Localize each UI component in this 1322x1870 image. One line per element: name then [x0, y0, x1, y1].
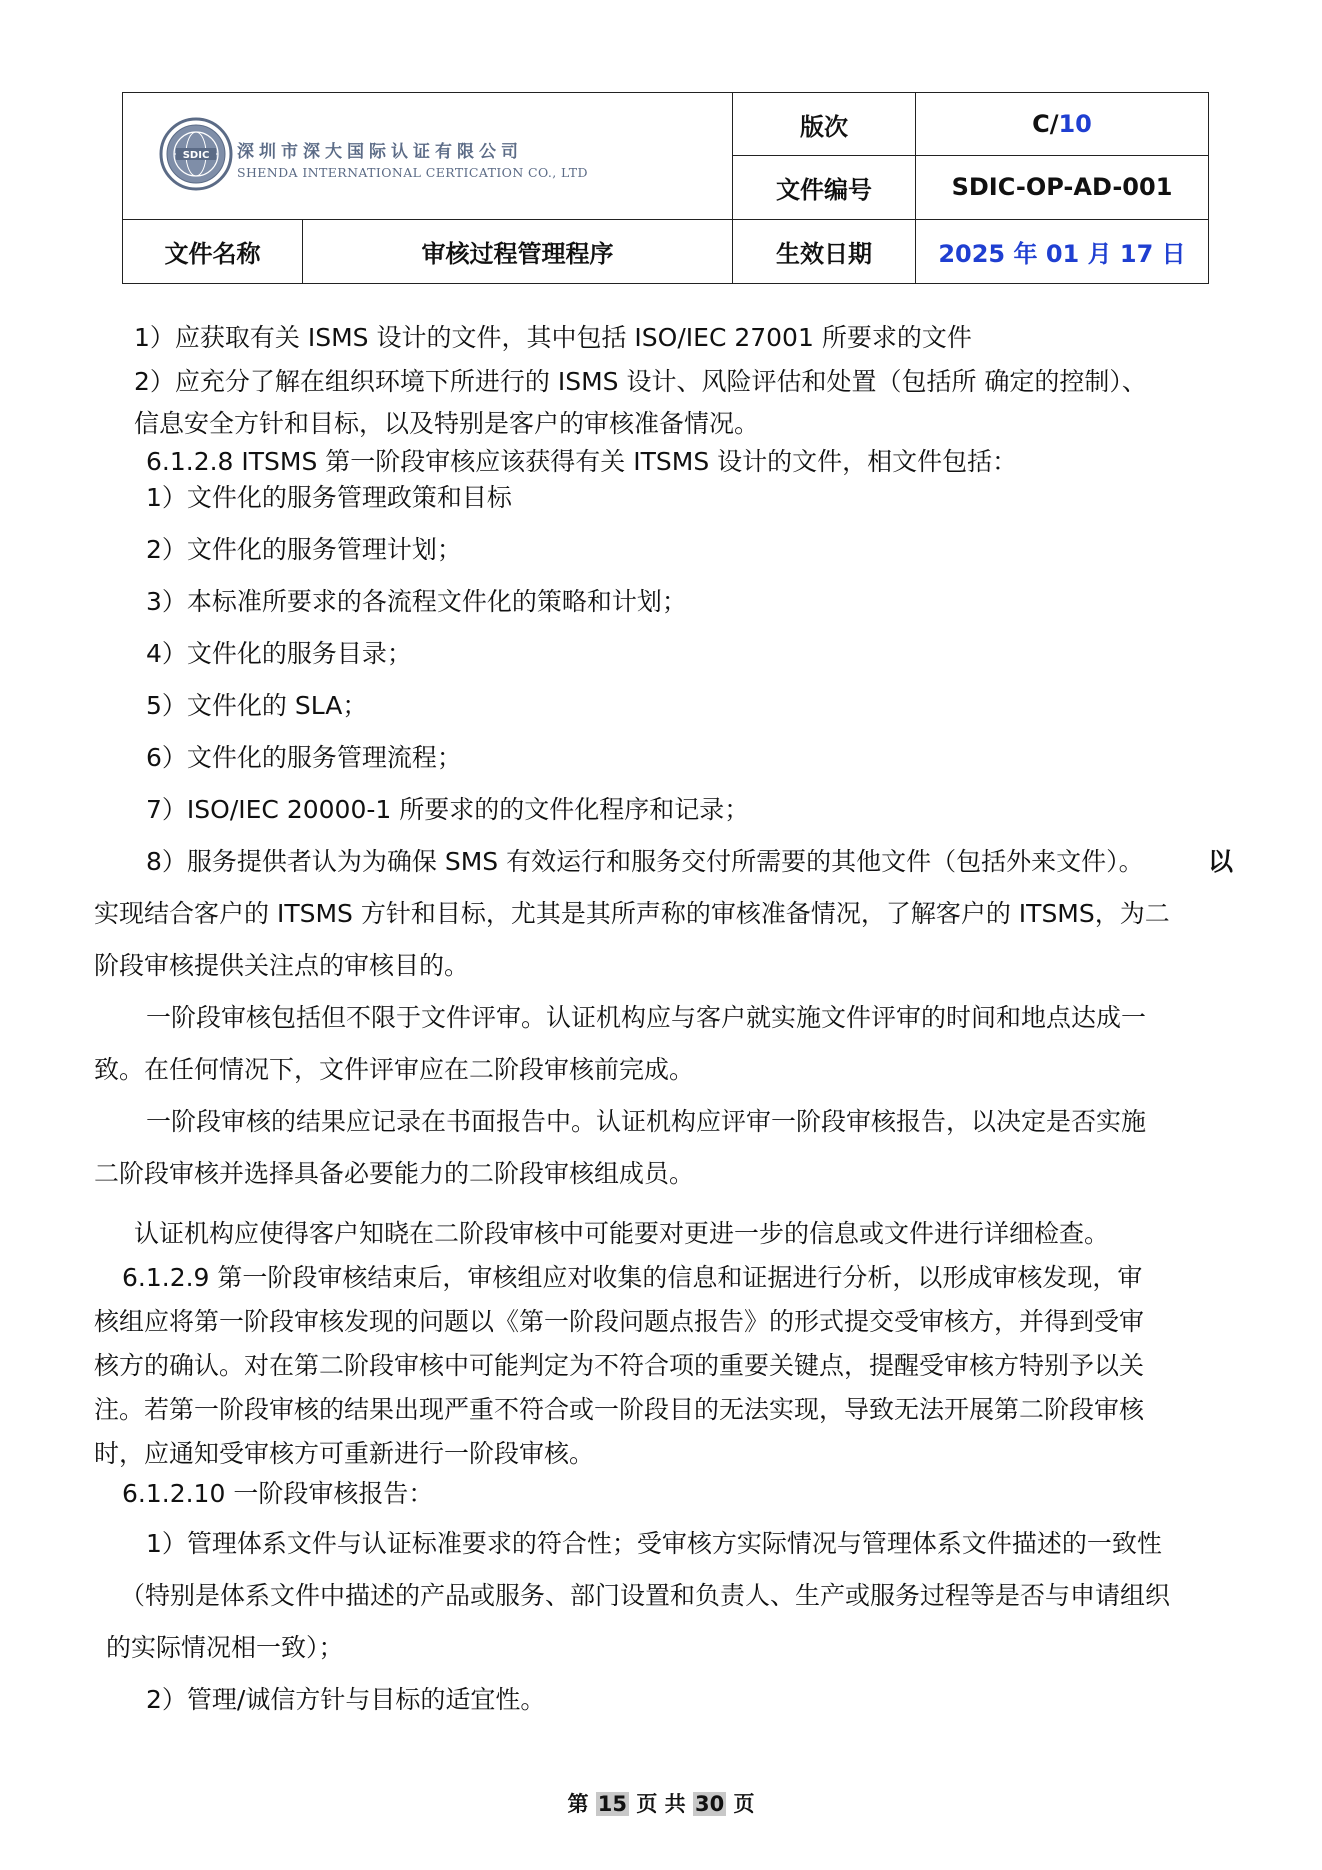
- body-line: 8）服务提供者认为为确保 SMS 有效运行和服务交付所需要的其他文件（包括外来文件）。: [146, 847, 1144, 876]
- body-line: 6.1.2.9 第一阶段审核结束后，审核组应对收集的信息和证据进行分析，以形成审核发现，审: [122, 1263, 1143, 1292]
- body-line: 认证机构应使得客户知晓在二阶段审核中可能要对更进一步的信息或文件进行详细检查。: [134, 1219, 1110, 1248]
- body-line: 一阶段审核包括但不限于文件评审。认证机构应与客户就实施文件评审的时间和地点达成一: [146, 1003, 1147, 1032]
- body-line: 一阶段审核的结果应记录在书面报告中。认证机构应评审一阶段审核报告，以决定是否实施: [146, 1107, 1147, 1136]
- body-line: 6）文件化的服务管理流程；: [146, 743, 462, 772]
- body-line: 实现结合客户的 ITSMS 方针和目标，尤其是其所声称的审核准备情况，了解客户的 ITSMS，为二: [94, 899, 1170, 928]
- body-line: 注。若第一阶段审核的结果出现严重不符合或一阶段目的无法实现，导致无法开展第二阶段审核: [94, 1395, 1145, 1424]
- body-line: 5）文件化的 SLA；: [146, 691, 368, 720]
- docno-label: 文件编号: [733, 156, 916, 219]
- date-label: 生效日期: [733, 219, 916, 283]
- version-label: 版次: [733, 93, 916, 156]
- body-line: 致。在任何情况下，文件评审应在二阶段审核前完成。: [94, 1055, 695, 1084]
- body-line: 6.1.2.8 ITSMS 第一阶段审核应该获得有关 ITSMS 设计的文件，相文件包括：: [146, 447, 1018, 476]
- body-line: （特别是体系文件中描述的产品或服务、部门设置和负责人、生产或服务过程等是否与申请组织: [120, 1581, 1171, 1610]
- body-line: 3）本标准所要求的各流程文件化的策略和计划；: [146, 587, 687, 616]
- body-line: 以: [1208, 847, 1234, 876]
- body-line: 2）应充分了解在组织环境下所进行的 ISMS 设计、风险评估和处置（包括所 确定的控制）、: [134, 367, 1147, 396]
- body-line: 1）文件化的服务管理政策和目标: [146, 483, 512, 512]
- total-pages: 30: [694, 1792, 725, 1816]
- body-line: 4）文件化的服务目录；: [146, 639, 412, 668]
- version-value: C/10: [916, 93, 1209, 156]
- name-value: 审核过程管理程序: [303, 219, 733, 283]
- company-name-cn: 深圳市深大国际认证有限公司: [237, 142, 523, 162]
- date-value: 2025 年 01 月 17 日: [916, 219, 1209, 283]
- docno-value: SDIC-OP-AD-001: [916, 156, 1209, 219]
- company-name-en: SHENDA INTERNATIONAL CERTICATION CO., LTD: [237, 165, 588, 180]
- body-line: 信息安全方针和目标，以及特别是客户的审核准备情况。: [134, 409, 760, 438]
- company-logo-icon: [159, 117, 233, 191]
- body-line: 二阶段审核并选择具备必要能力的二阶段审核组成员。: [94, 1159, 695, 1188]
- body-line: 6.1.2.10 一阶段审核报告：: [122, 1479, 434, 1508]
- name-label: 文件名称: [123, 219, 303, 283]
- body-line: 核组应将第一阶段审核发现的问题以《第一阶段问题点报告》的形式提交受审核方，并得到受审: [94, 1307, 1145, 1336]
- body-line: 的实际情况相一致）；: [106, 1633, 344, 1662]
- logo-text: SDIC: [182, 150, 210, 161]
- body-line: 1）应获取有关 ISMS 设计的文件，其中包括 ISO/IEC 27001 所要求的文件: [134, 323, 972, 352]
- body-line: 时，应通知受审核方可重新进行一阶段审核。: [94, 1439, 595, 1468]
- company-logo-cell: [123, 93, 733, 220]
- body-line: 核方的确认。对在第二阶段审核中可能判定为不符合项的重要关键点，提醒受审核方特别予以关: [94, 1351, 1145, 1380]
- body-line: 7）ISO/IEC 20000-1 所要求的的文件化程序和记录；: [146, 795, 750, 824]
- body-line: 阶段审核提供关注点的审核目的。: [94, 951, 470, 980]
- current-page: 15: [597, 1792, 628, 1816]
- document-header-table: [122, 92, 1209, 284]
- body-line: 2）管理/诚信方针与目标的适宜性。: [146, 1685, 546, 1714]
- body-line: 2）文件化的服务管理计划；: [146, 535, 462, 564]
- page-footer: 第 15 页 共 30 页: [567, 1792, 755, 1816]
- body-line: 1）管理体系文件与认证标准要求的符合性；受审核方实际情况与管理体系文件描述的一致性: [146, 1529, 1162, 1558]
